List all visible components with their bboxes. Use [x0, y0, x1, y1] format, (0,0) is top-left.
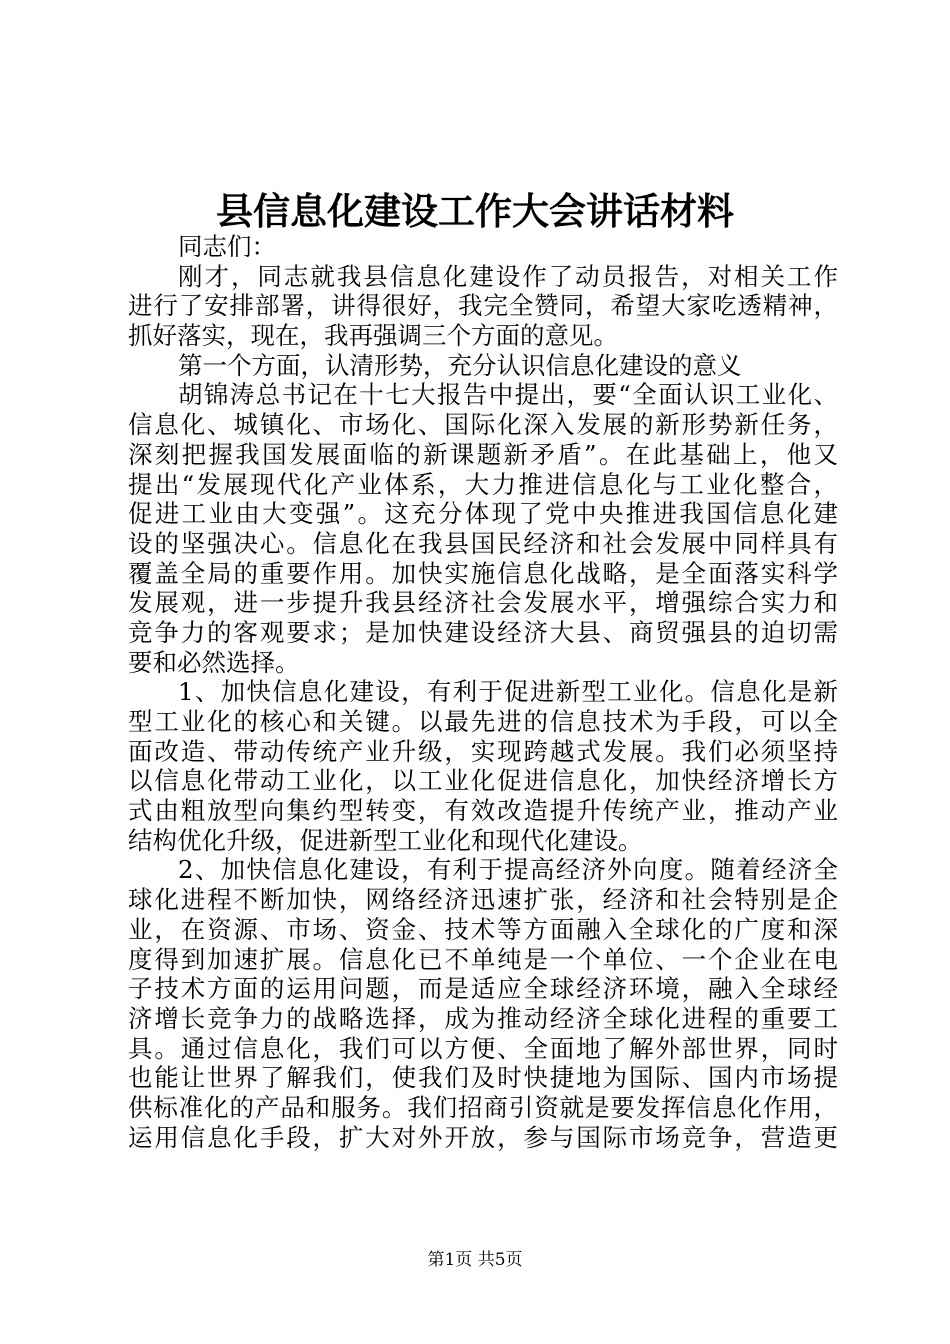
text-line: 信息化、城镇化、市场化、国际化深入发展的新形势新任务， — [128, 410, 838, 440]
document-title: 县信息化建设工作大会讲话材料 — [216, 189, 734, 233]
text-line: 供标准化的产品和服务。我们招商引资就是要发挥信息化作用， — [128, 1092, 838, 1122]
text-line: 要和必然选择。 — [128, 647, 300, 677]
text-line: 2、加快信息化建设，有利于提高经济外向度。随着经济全 — [178, 855, 838, 885]
text-line: 业，在资源、市场、资金、技术等方面融入全球化的广度和深 — [128, 914, 838, 944]
text-line: 1、加快信息化建设，有利于促进新型工业化。信息化是新 — [178, 677, 838, 707]
text-line: 第一个方面，认清形势，充分认识信息化建设的意义 — [178, 350, 742, 380]
text-line: 发展观，进一步提升我县经济社会发展水平，增强综合实力和 — [128, 588, 838, 618]
text-line: 也能让世界了解我们，使我们及时快捷地为国际、国内市场提 — [128, 1063, 838, 1093]
text-line: 以信息化带动工业化，以工业化促进信息化，加快经济增长方 — [128, 766, 838, 796]
text-line: 运用信息化手段，扩大对外开放，参与国际市场竞争，营造更 — [128, 1122, 838, 1152]
text-line: 式由粗放型向集约型转变，有效改造提升传统产业，推动产业 — [128, 796, 838, 826]
text-line: 提出“发展现代化产业体系，大力推进信息化与工业化整合， — [128, 469, 838, 499]
text-line: 度得到加速扩展。信息化已不单纯是一个单位、一个企业在电 — [128, 944, 838, 974]
text-line: 型工业化的核心和关键。以最先进的信息技术为手段，可以全 — [128, 707, 838, 736]
text-line: 具。通过信息化，我们可以方便、全面地了解外部世界，同时 — [128, 1033, 838, 1063]
text-line: 抓好落实，现在，我再强调三个方面的意见。 — [128, 321, 618, 351]
text-line: 面改造、带动传统产业升级，实现跨越式发展。我们必须坚持 — [128, 736, 838, 766]
text-line: 设的坚强决心。信息化在我县国民经济和社会发展中同样具有 — [128, 528, 838, 558]
text-line: 竞争力的客观要求；是加快建设经济大县、商贸强县的迫切需 — [128, 617, 838, 647]
text-line: 覆盖全局的重要作用。加快实施信息化战略，是全面落实科学 — [128, 558, 838, 588]
text-line: 刚才，同志就我县信息化建设作了动员报告，对相关工作 — [178, 261, 838, 291]
text-line: 结构优化升级，促进新型工业化和现代化建设。 — [128, 825, 643, 855]
page-footer: 第1页 共5页 — [427, 1250, 523, 1270]
text-line: 进行了安排部署，讲得很好，我完全赞同，希望大家吃透精神， — [128, 291, 838, 321]
text-line: 球化进程不断加快，网络经济迅速扩张，经济和社会特别是企 — [128, 885, 838, 915]
document-body — [128, 232, 838, 1152]
text-line: 深刻把握我国发展面临的新课题新矛盾”。在此基础上，他又 — [128, 439, 838, 469]
text-line: 促进工业由大变强”。这充分体现了党中央推进我国信息化建 — [128, 499, 838, 529]
text-line: 济增长竞争力的战略选择，成为推动经济全球化进程的重要工 — [128, 1003, 838, 1033]
text-line: 子技术方面的运用问题，而是适应全球经济环境，融入全球经 — [128, 974, 838, 1004]
text-line: 胡锦涛总书记在十七大报告中提出，要“全面认识工业化、 — [178, 380, 838, 410]
text-line: 同志们： — [178, 232, 276, 261]
